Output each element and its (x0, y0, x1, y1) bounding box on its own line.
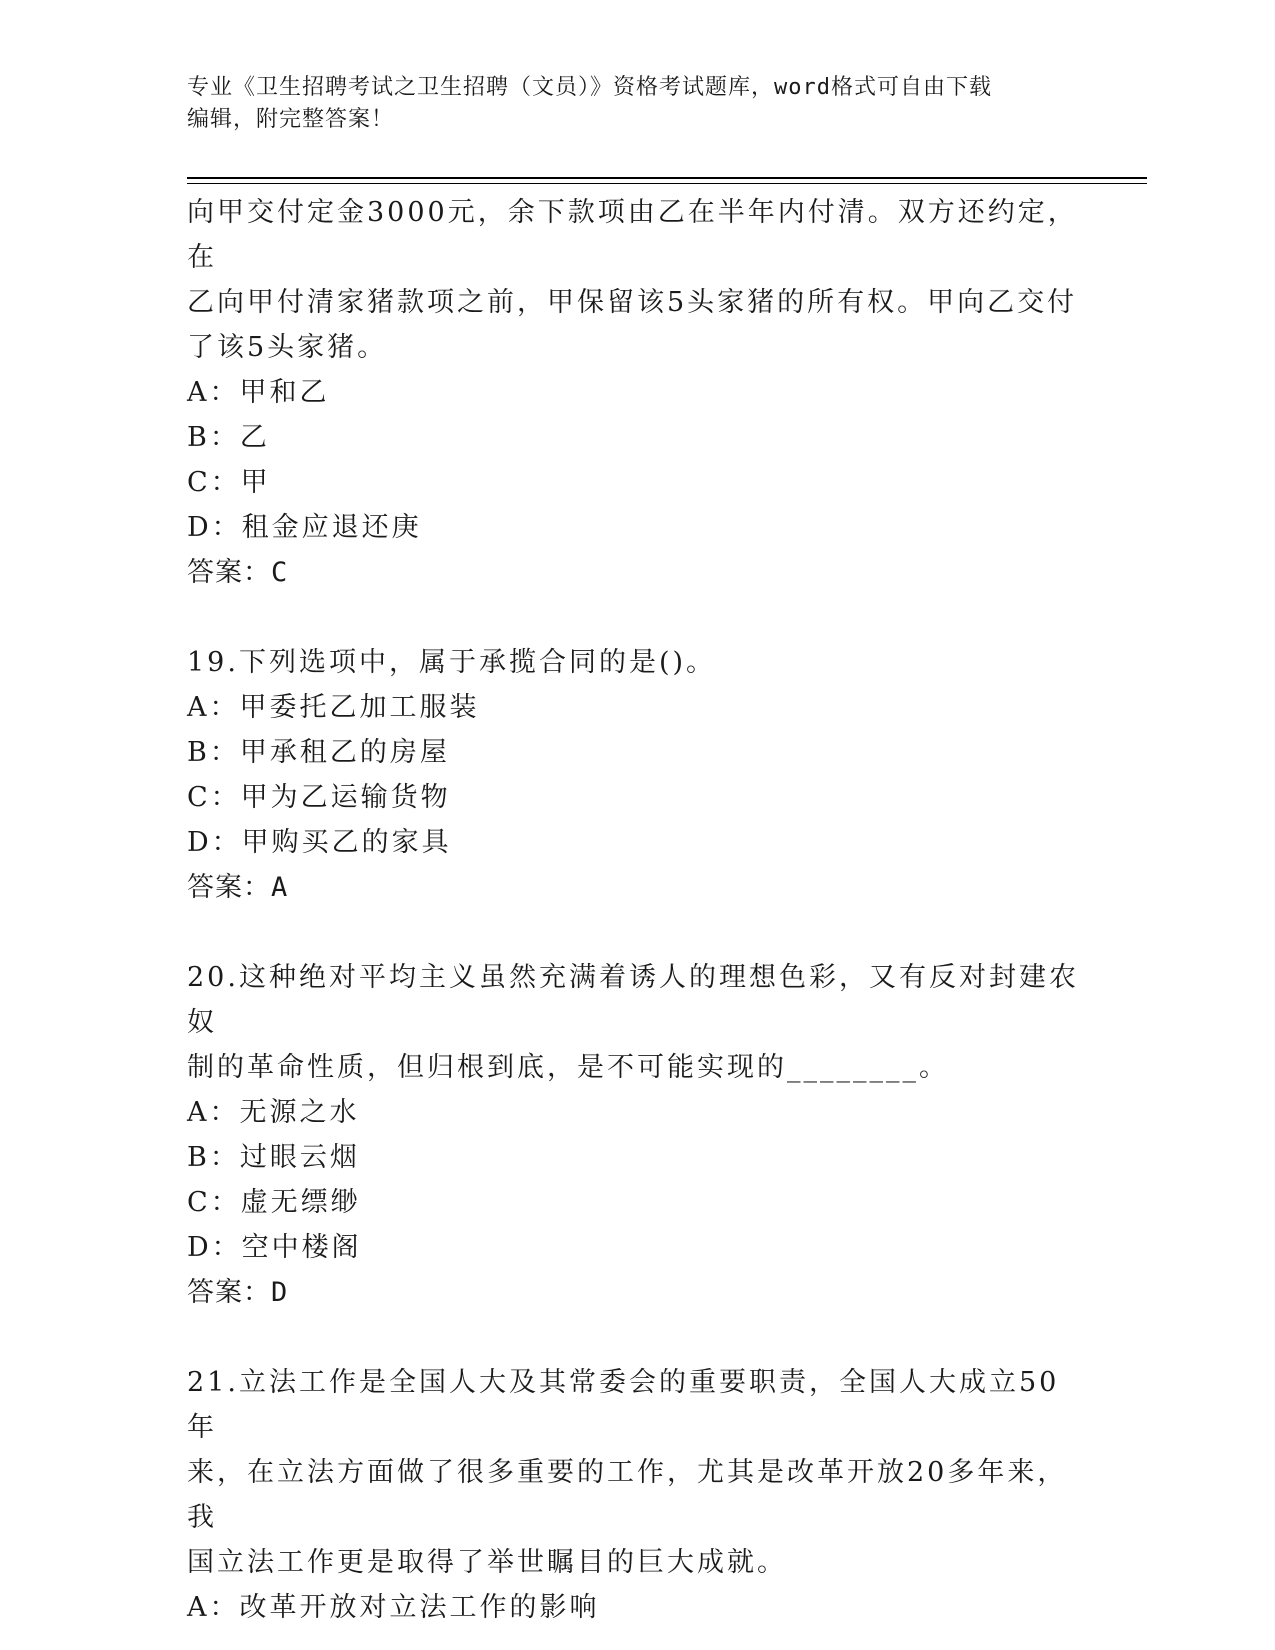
answer-line: 答案：D (187, 1277, 289, 1308)
question-text-line: 国立法工作更是取得了举世瞩目的巨大成就。 (187, 1547, 787, 1578)
header-line-2: 编辑，附完整答案！ (187, 107, 395, 132)
question-18-block (187, 190, 1087, 595)
question-list (187, 190, 1087, 1630)
option-d: D：租金应退还庚 (187, 512, 422, 543)
option-a: A：甲委托乙加工服装 (187, 692, 480, 723)
option-b: B：乙 (187, 422, 270, 453)
question-text-line: 向甲交付定金3000元，余下款项由乙在半年内付清。双方还约定，在 (187, 197, 1078, 273)
question-text-line: 21.立法工作是全国人大及其常委会的重要职责，全国人大成立50年 (187, 1367, 1060, 1443)
question-19-block (187, 640, 1087, 910)
question-text-line: 来，在立法方面做了很多重要的工作，尤其是改革开放20多年来，我 (187, 1457, 1068, 1533)
spacer (187, 595, 1087, 640)
option-a: A：无源之水 (187, 1097, 360, 1128)
question-text-line: 20.这种绝对平均主义虽然充满着诱人的理想色彩，又有反对封建农奴 (187, 962, 1079, 1038)
header-divider-thin (187, 183, 1147, 184)
option-c: C：甲 (187, 467, 271, 498)
spacer (187, 1315, 1087, 1360)
option-d: D：空中楼阁 (187, 1232, 362, 1263)
document-header (187, 72, 1087, 136)
question-text-line: 19.下列选项中，属于承揽合同的是()。 (187, 647, 717, 678)
header-divider-thick (187, 177, 1147, 179)
question-text-line: 乙向甲付清家猪款项之前，甲保留该5头家猪的所有权。甲向乙交付 (187, 287, 1078, 318)
question-text-line: 制的革命性质，但归根到底，是不可能实现的________。 (187, 1052, 949, 1083)
option-a: A：改革开放对立法工作的影响 (187, 1592, 600, 1623)
option-a: A：甲和乙 (187, 377, 330, 408)
question-20-block (187, 955, 1087, 1315)
option-d: D：甲购买乙的家具 (187, 827, 452, 858)
answer-line: 答案：C (187, 557, 289, 588)
question-text-line: 了该5头家猪。 (187, 332, 388, 363)
option-c: C：甲为乙运输货物 (187, 782, 451, 813)
option-c: C：虚无缥缈 (187, 1187, 361, 1218)
option-b: B：甲承租乙的房屋 (187, 737, 450, 768)
spacer (187, 910, 1087, 955)
option-b: B：过眼云烟 (187, 1142, 360, 1173)
answer-line: 答案：A (187, 872, 289, 903)
question-21-block (187, 1360, 1087, 1630)
header-line-1: 专业《卫生招聘考试之卫生招聘（文员）》资格考试题库，word格式可自由下载 (187, 75, 992, 100)
